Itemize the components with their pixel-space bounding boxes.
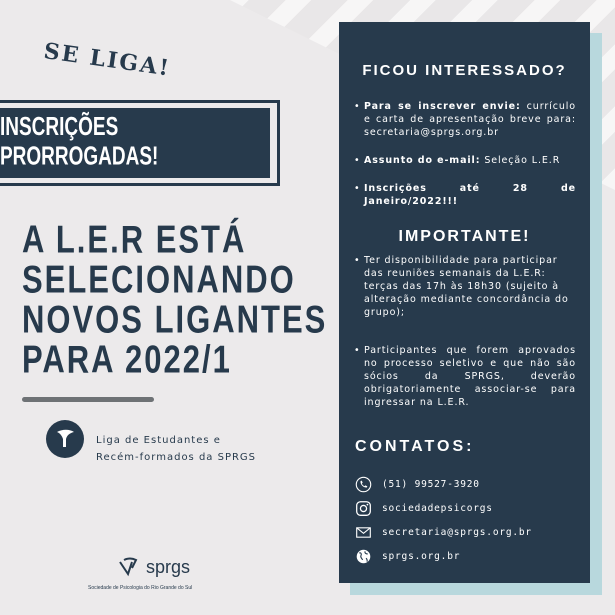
- sprgs-subtitle: Sociedade de Psicologia do Rio Grande do Sul: [88, 585, 193, 591]
- ler-name-line: Recém-formados da SPRGS: [96, 452, 257, 463]
- contacts-title: CONTATOS:: [355, 438, 475, 455]
- contact-text: (51) 99527-3920: [382, 479, 480, 490]
- globe-icon: [355, 548, 372, 565]
- ler-name: [96, 432, 256, 466]
- list-item: • Inscrições até 28 de Janeiro/2022!!!: [354, 183, 576, 207]
- phone-icon: [355, 476, 372, 493]
- contact-text: secretaria@sprgs.org.br: [382, 527, 532, 538]
- list-item-bold: Inscrições até 28 de Janeiro/2022!!!: [364, 183, 576, 207]
- divider: [22, 397, 154, 402]
- instagram-icon: [355, 500, 372, 517]
- banner-text: INSCRIÇÕES PRORROGADAS!: [0, 113, 159, 172]
- headline-line: A L.E.R ESTÁ: [22, 217, 247, 262]
- list-item: • Participantes que forem aprovados no processo seletivo e que não são sócios da SPRGS, deverão obrigatoriamente associar-se para ingressar na L.E.R.: [354, 345, 576, 408]
- sprgs-logo: [118, 556, 190, 578]
- mail-icon: [355, 524, 372, 541]
- list-item: • Para se inscrever envie: currículo e carta de apresentação breve para: secretaria@sprgs.org.br: [354, 101, 576, 138]
- list-item-bold: Assunto do e-mail:: [364, 155, 481, 166]
- ler-name-line: Liga de Estudantes e: [96, 435, 221, 446]
- list-item-text: Ter disponibilidade para participar das reuniões semanais da L.E.R: terças das 17h às 18h30 (sujeito à alteração mediante concordância do grupo);: [364, 255, 569, 318]
- info-panel: [339, 22, 590, 583]
- list-item-text: currículo e carta de apresentação breve para: secretaria@sprgs.org.br: [364, 101, 576, 138]
- sprgs-logo-icon: [118, 556, 142, 578]
- list-item-text: Seleção L.E.R: [480, 155, 561, 166]
- contact-text: sociedadepsicorgs: [382, 503, 493, 514]
- headline-line: NOVOS LIGANTES: [22, 297, 328, 342]
- contact-text: sprgs.org.br: [382, 551, 461, 562]
- list-item: • Assunto do e-mail: Seleção L.E.R: [354, 155, 561, 166]
- list-item-text: Participantes que forem aprovados no processo seletivo e que não são sócios da SPRGS, deverão obrigatoriamente associar-se para ingressar na L.E.R.: [364, 345, 576, 408]
- se-liga-heading: SE LIGA!: [42, 38, 173, 82]
- contact-instagram: [355, 500, 493, 517]
- important-title: IMPORTANTE!: [398, 228, 531, 245]
- headline-line: PARA 2022/1: [22, 337, 232, 382]
- contact-website: [355, 548, 460, 565]
- ler-logo-icon: [46, 420, 84, 458]
- headline: [22, 217, 328, 382]
- headline-line: SELECIONANDO: [22, 257, 296, 302]
- list-item: • Ter disponibilidade para participar das reuniões semanais da L.E.R: terças das 17h às 18h30 (sujeito à alteração mediante concordância do grupo);: [354, 254, 576, 319]
- contact-phone: [355, 476, 480, 493]
- list-item-bold: Para se inscrever envie:: [364, 101, 521, 112]
- panel-title: FICOU INTERESSADO?: [362, 62, 567, 79]
- sprgs-wordmark: sprgs: [146, 556, 191, 577]
- banner: [0, 108, 270, 178]
- contact-email: [355, 524, 532, 541]
